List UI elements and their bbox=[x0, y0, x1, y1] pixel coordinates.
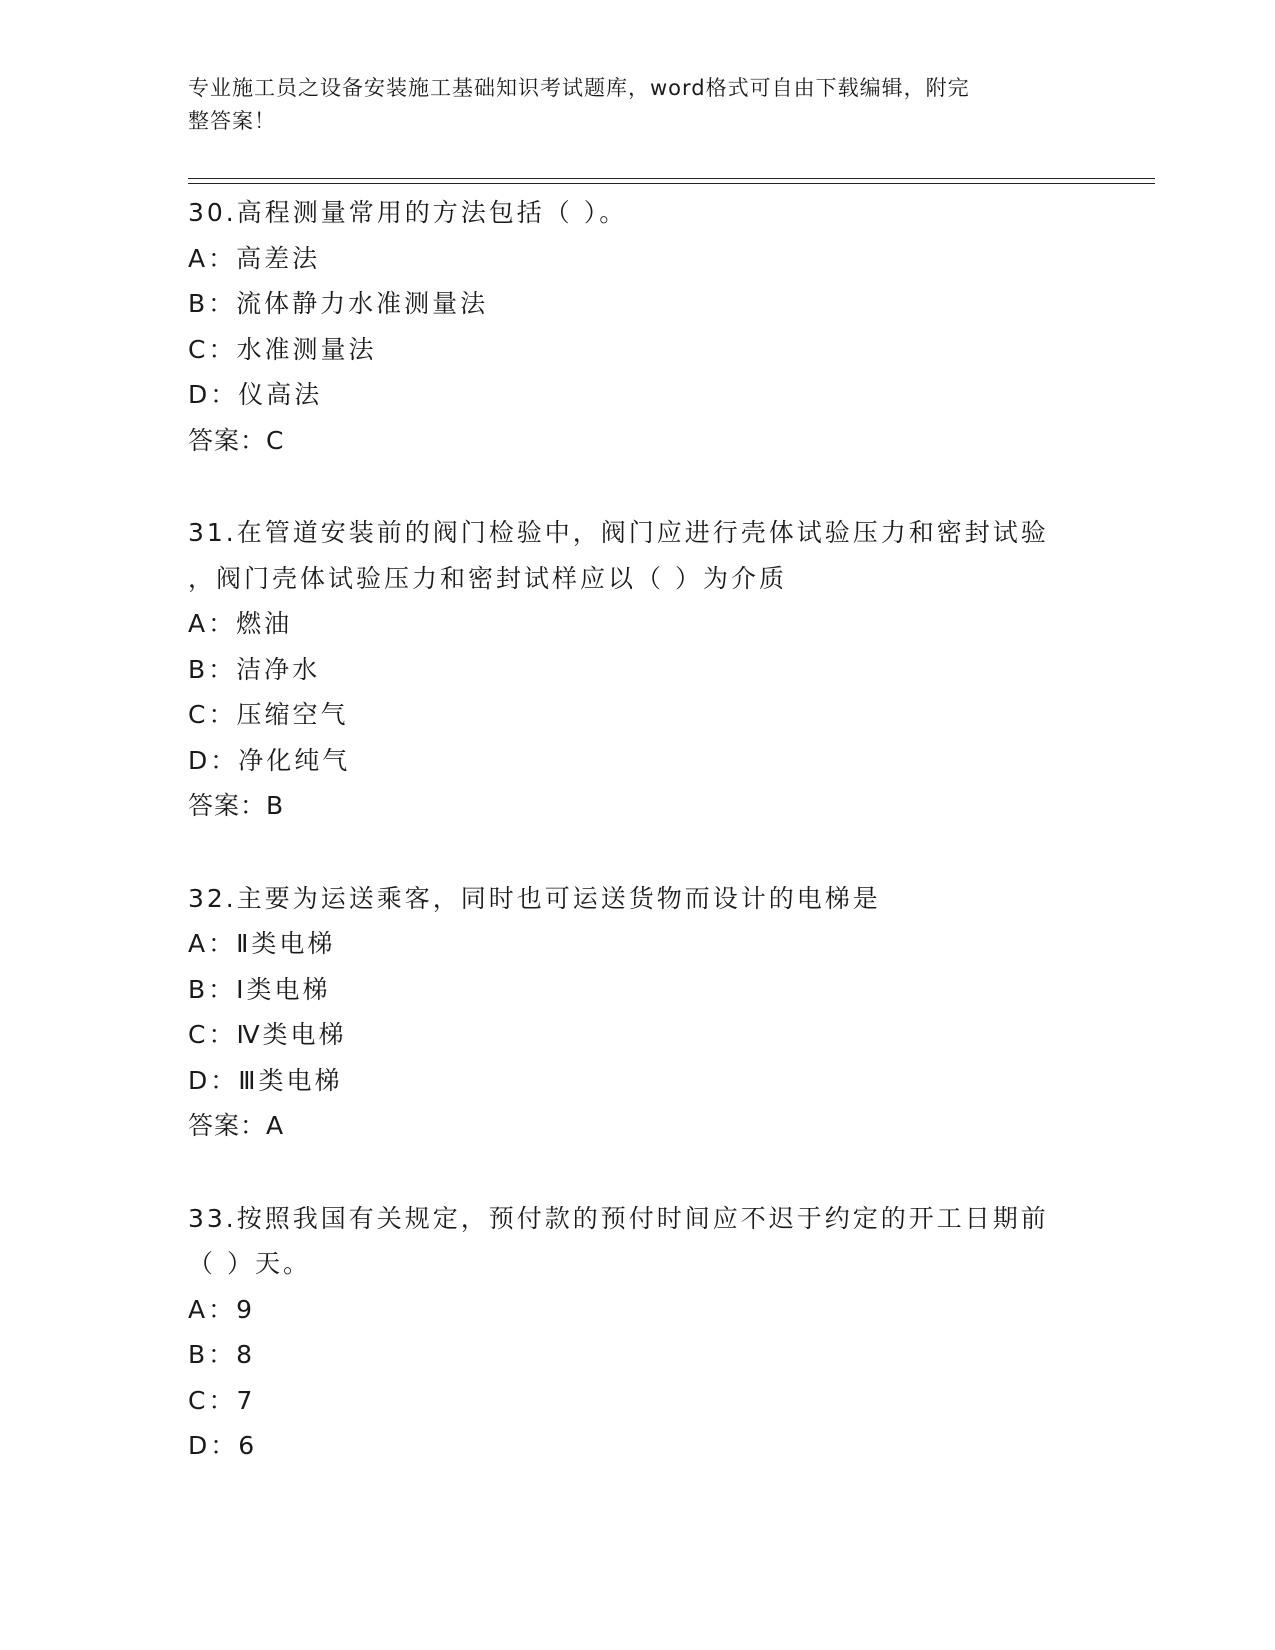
question-30 bbox=[188, 190, 1088, 463]
question-31 bbox=[188, 510, 1088, 829]
document-header bbox=[188, 72, 1088, 138]
header-divider-top bbox=[188, 178, 1155, 179]
question-32 bbox=[188, 876, 1088, 1149]
option-a: A：9 bbox=[188, 1294, 256, 1324]
option-d: D：6 bbox=[188, 1431, 258, 1460]
option-a: A：高差法 bbox=[188, 243, 321, 273]
option-d: D：仪高法 bbox=[188, 380, 323, 409]
option-a: A：燃油 bbox=[188, 609, 293, 638]
header-line-2: 整答案！ bbox=[188, 109, 276, 133]
question-stem-continued: （ ）天。 bbox=[188, 1249, 311, 1278]
option-c: C：压缩空气 bbox=[188, 700, 349, 729]
option-b: B：流体静力水准测量法 bbox=[188, 289, 489, 318]
question-stem: 33.按照我国有关规定，预付款的预付时间应不迟于约定的开工日期前 bbox=[188, 1203, 1049, 1233]
question-stem: 31.在管道安装前的阀门检验中，阀门应进行壳体试验压力和密封试验 bbox=[188, 518, 1049, 547]
option-c: C：7 bbox=[188, 1385, 256, 1415]
header-divider-bottom bbox=[188, 183, 1155, 184]
answer-line: 答案：B bbox=[188, 791, 285, 820]
question-stem-continued: ，阀门壳体试验压力和密封试样应以（ ）为介质 bbox=[188, 563, 787, 593]
option-b: B：Ⅰ类电梯 bbox=[188, 974, 331, 1004]
answer-line: 答案：A bbox=[188, 1111, 285, 1140]
header-line-1: 专业施工员之设备安装施工基础知识考试题库，word格式可自由下载编辑，附完 bbox=[188, 76, 970, 100]
option-c: C：水准测量法 bbox=[188, 334, 377, 364]
question-stem: 30.高程测量常用的方法包括（ ）。 bbox=[188, 198, 628, 227]
option-d: D：Ⅲ类电梯 bbox=[188, 1065, 343, 1095]
option-a: A：Ⅱ类电梯 bbox=[188, 929, 336, 958]
question-stem: 32.主要为运送乘客，同时也可运送货物而设计的电梯是 bbox=[188, 883, 881, 913]
option-d: D：净化纯气 bbox=[188, 745, 351, 775]
option-b: B：8 bbox=[188, 1340, 256, 1369]
answer-line: 答案：C bbox=[188, 425, 285, 455]
option-c: C：Ⅳ类电梯 bbox=[188, 1020, 347, 1049]
option-b: B：洁净水 bbox=[188, 654, 321, 684]
question-list bbox=[188, 190, 1088, 1516]
question-33 bbox=[188, 1196, 1088, 1469]
